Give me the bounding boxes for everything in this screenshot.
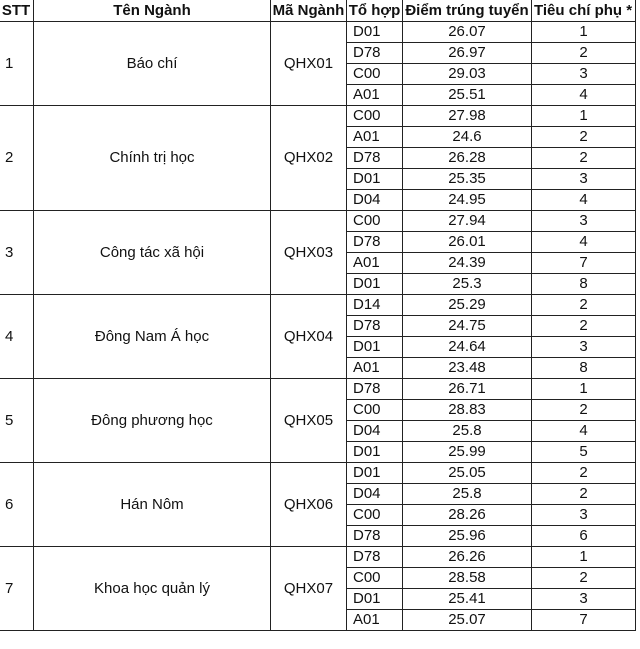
- secondary-criteria-cell: 3: [532, 169, 636, 190]
- stt-cell: 3: [0, 211, 34, 295]
- combination-cell: D04: [347, 484, 403, 505]
- score-cell: 24.95: [403, 190, 532, 211]
- table-row: [0, 22, 636, 43]
- stt-cell: 1: [0, 22, 34, 106]
- combination-cell: C00: [347, 568, 403, 589]
- header-stt: STT: [0, 0, 34, 22]
- secondary-criteria-cell: 2: [532, 568, 636, 589]
- secondary-criteria-cell: 7: [532, 253, 636, 274]
- score-cell: 25.3: [403, 274, 532, 295]
- major-name-cell: Khoa học quản lý: [34, 547, 271, 631]
- combination-cell: C00: [347, 400, 403, 421]
- table-row: [0, 106, 636, 127]
- major-name-cell: Đông Nam Á học: [34, 295, 271, 379]
- table-row: [0, 379, 636, 400]
- secondary-criteria-cell: 2: [532, 463, 636, 484]
- score-cell: 26.97: [403, 43, 532, 64]
- score-cell: 25.8: [403, 421, 532, 442]
- secondary-criteria-cell: 8: [532, 274, 636, 295]
- header-major-name: Tên Ngành: [34, 0, 271, 22]
- score-cell: 27.98: [403, 106, 532, 127]
- secondary-criteria-cell: 3: [532, 505, 636, 526]
- table-body: [0, 22, 636, 631]
- score-cell: 24.39: [403, 253, 532, 274]
- combination-cell: D78: [347, 379, 403, 400]
- score-cell: 26.01: [403, 232, 532, 253]
- secondary-criteria-cell: 2: [532, 43, 636, 64]
- score-cell: 28.83: [403, 400, 532, 421]
- secondary-criteria-cell: 1: [532, 547, 636, 568]
- secondary-criteria-cell: 4: [532, 190, 636, 211]
- combination-cell: C00: [347, 211, 403, 232]
- combination-cell: D78: [347, 43, 403, 64]
- secondary-criteria-cell: 2: [532, 316, 636, 337]
- combination-cell: D01: [347, 463, 403, 484]
- combination-cell: A01: [347, 253, 403, 274]
- header-score: Điểm trúng tuyển: [403, 0, 532, 22]
- secondary-criteria-cell: 1: [532, 106, 636, 127]
- score-cell: 29.03: [403, 64, 532, 85]
- combination-cell: A01: [347, 358, 403, 379]
- secondary-criteria-cell: 3: [532, 589, 636, 610]
- secondary-criteria-cell: 3: [532, 337, 636, 358]
- combination-cell: D01: [347, 274, 403, 295]
- score-cell: 27.94: [403, 211, 532, 232]
- combination-cell: C00: [347, 106, 403, 127]
- secondary-criteria-cell: 1: [532, 22, 636, 43]
- major-code-cell: QHX04: [271, 295, 347, 379]
- stt-cell: 5: [0, 379, 34, 463]
- combination-cell: D14: [347, 295, 403, 316]
- major-name-cell: Hán Nôm: [34, 463, 271, 547]
- stt-cell: 4: [0, 295, 34, 379]
- combination-cell: D04: [347, 190, 403, 211]
- major-code-cell: QHX02: [271, 106, 347, 211]
- secondary-criteria-cell: 1: [532, 379, 636, 400]
- combination-cell: D01: [347, 22, 403, 43]
- header-secondary-criteria: Tiêu chí phụ *: [532, 0, 636, 22]
- secondary-criteria-cell: 4: [532, 232, 636, 253]
- table-row: [0, 295, 636, 316]
- score-cell: 24.64: [403, 337, 532, 358]
- combination-cell: D78: [347, 547, 403, 568]
- major-name-cell: Công tác xã hội: [34, 211, 271, 295]
- combination-cell: D01: [347, 337, 403, 358]
- score-cell: 23.48: [403, 358, 532, 379]
- major-code-cell: QHX03: [271, 211, 347, 295]
- secondary-criteria-cell: 2: [532, 400, 636, 421]
- table-row: [0, 211, 636, 232]
- score-cell: 25.51: [403, 85, 532, 106]
- score-cell: 25.99: [403, 442, 532, 463]
- secondary-criteria-cell: 4: [532, 85, 636, 106]
- score-cell: 25.8: [403, 484, 532, 505]
- score-cell: 25.07: [403, 610, 532, 631]
- combination-cell: D78: [347, 316, 403, 337]
- major-code-cell: QHX06: [271, 463, 347, 547]
- combination-cell: D01: [347, 442, 403, 463]
- score-cell: 26.28: [403, 148, 532, 169]
- combination-cell: D01: [347, 589, 403, 610]
- combination-cell: C00: [347, 505, 403, 526]
- secondary-criteria-cell: 6: [532, 526, 636, 547]
- secondary-criteria-cell: 8: [532, 358, 636, 379]
- score-cell: 28.58: [403, 568, 532, 589]
- major-code-cell: QHX05: [271, 379, 347, 463]
- secondary-criteria-cell: 2: [532, 484, 636, 505]
- secondary-criteria-cell: 7: [532, 610, 636, 631]
- secondary-criteria-cell: 2: [532, 295, 636, 316]
- combination-cell: D01: [347, 169, 403, 190]
- score-cell: 25.29: [403, 295, 532, 316]
- stt-cell: 2: [0, 106, 34, 211]
- major-code-cell: QHX07: [271, 547, 347, 631]
- score-cell: 24.6: [403, 127, 532, 148]
- secondary-criteria-cell: 2: [532, 148, 636, 169]
- score-cell: 26.07: [403, 22, 532, 43]
- score-cell: 26.26: [403, 547, 532, 568]
- secondary-criteria-cell: 4: [532, 421, 636, 442]
- score-cell: 25.05: [403, 463, 532, 484]
- secondary-criteria-cell: 3: [532, 211, 636, 232]
- score-cell: 28.26: [403, 505, 532, 526]
- major-name-cell: Báo chí: [34, 22, 271, 106]
- combination-cell: D04: [347, 421, 403, 442]
- combination-cell: A01: [347, 127, 403, 148]
- score-cell: 25.96: [403, 526, 532, 547]
- secondary-criteria-cell: 3: [532, 64, 636, 85]
- secondary-criteria-cell: 5: [532, 442, 636, 463]
- header-row: [0, 0, 636, 22]
- combination-cell: A01: [347, 610, 403, 631]
- score-cell: 25.35: [403, 169, 532, 190]
- combination-cell: D78: [347, 526, 403, 547]
- score-cell: 25.41: [403, 589, 532, 610]
- table-row: [0, 463, 636, 484]
- secondary-criteria-cell: 2: [532, 127, 636, 148]
- combination-cell: A01: [347, 85, 403, 106]
- score-cell: 24.75: [403, 316, 532, 337]
- combination-cell: C00: [347, 64, 403, 85]
- header-major-code: Mã Ngành: [271, 0, 347, 22]
- combination-cell: D78: [347, 148, 403, 169]
- header-combination: Tổ hợp: [347, 0, 403, 22]
- stt-cell: 7: [0, 547, 34, 631]
- score-cell: 26.71: [403, 379, 532, 400]
- table-row: [0, 547, 636, 568]
- combination-cell: D78: [347, 232, 403, 253]
- stt-cell: 6: [0, 463, 34, 547]
- major-name-cell: Đông phương học: [34, 379, 271, 463]
- table-header: [0, 0, 636, 22]
- major-code-cell: QHX01: [271, 22, 347, 106]
- major-name-cell: Chính trị học: [34, 106, 271, 211]
